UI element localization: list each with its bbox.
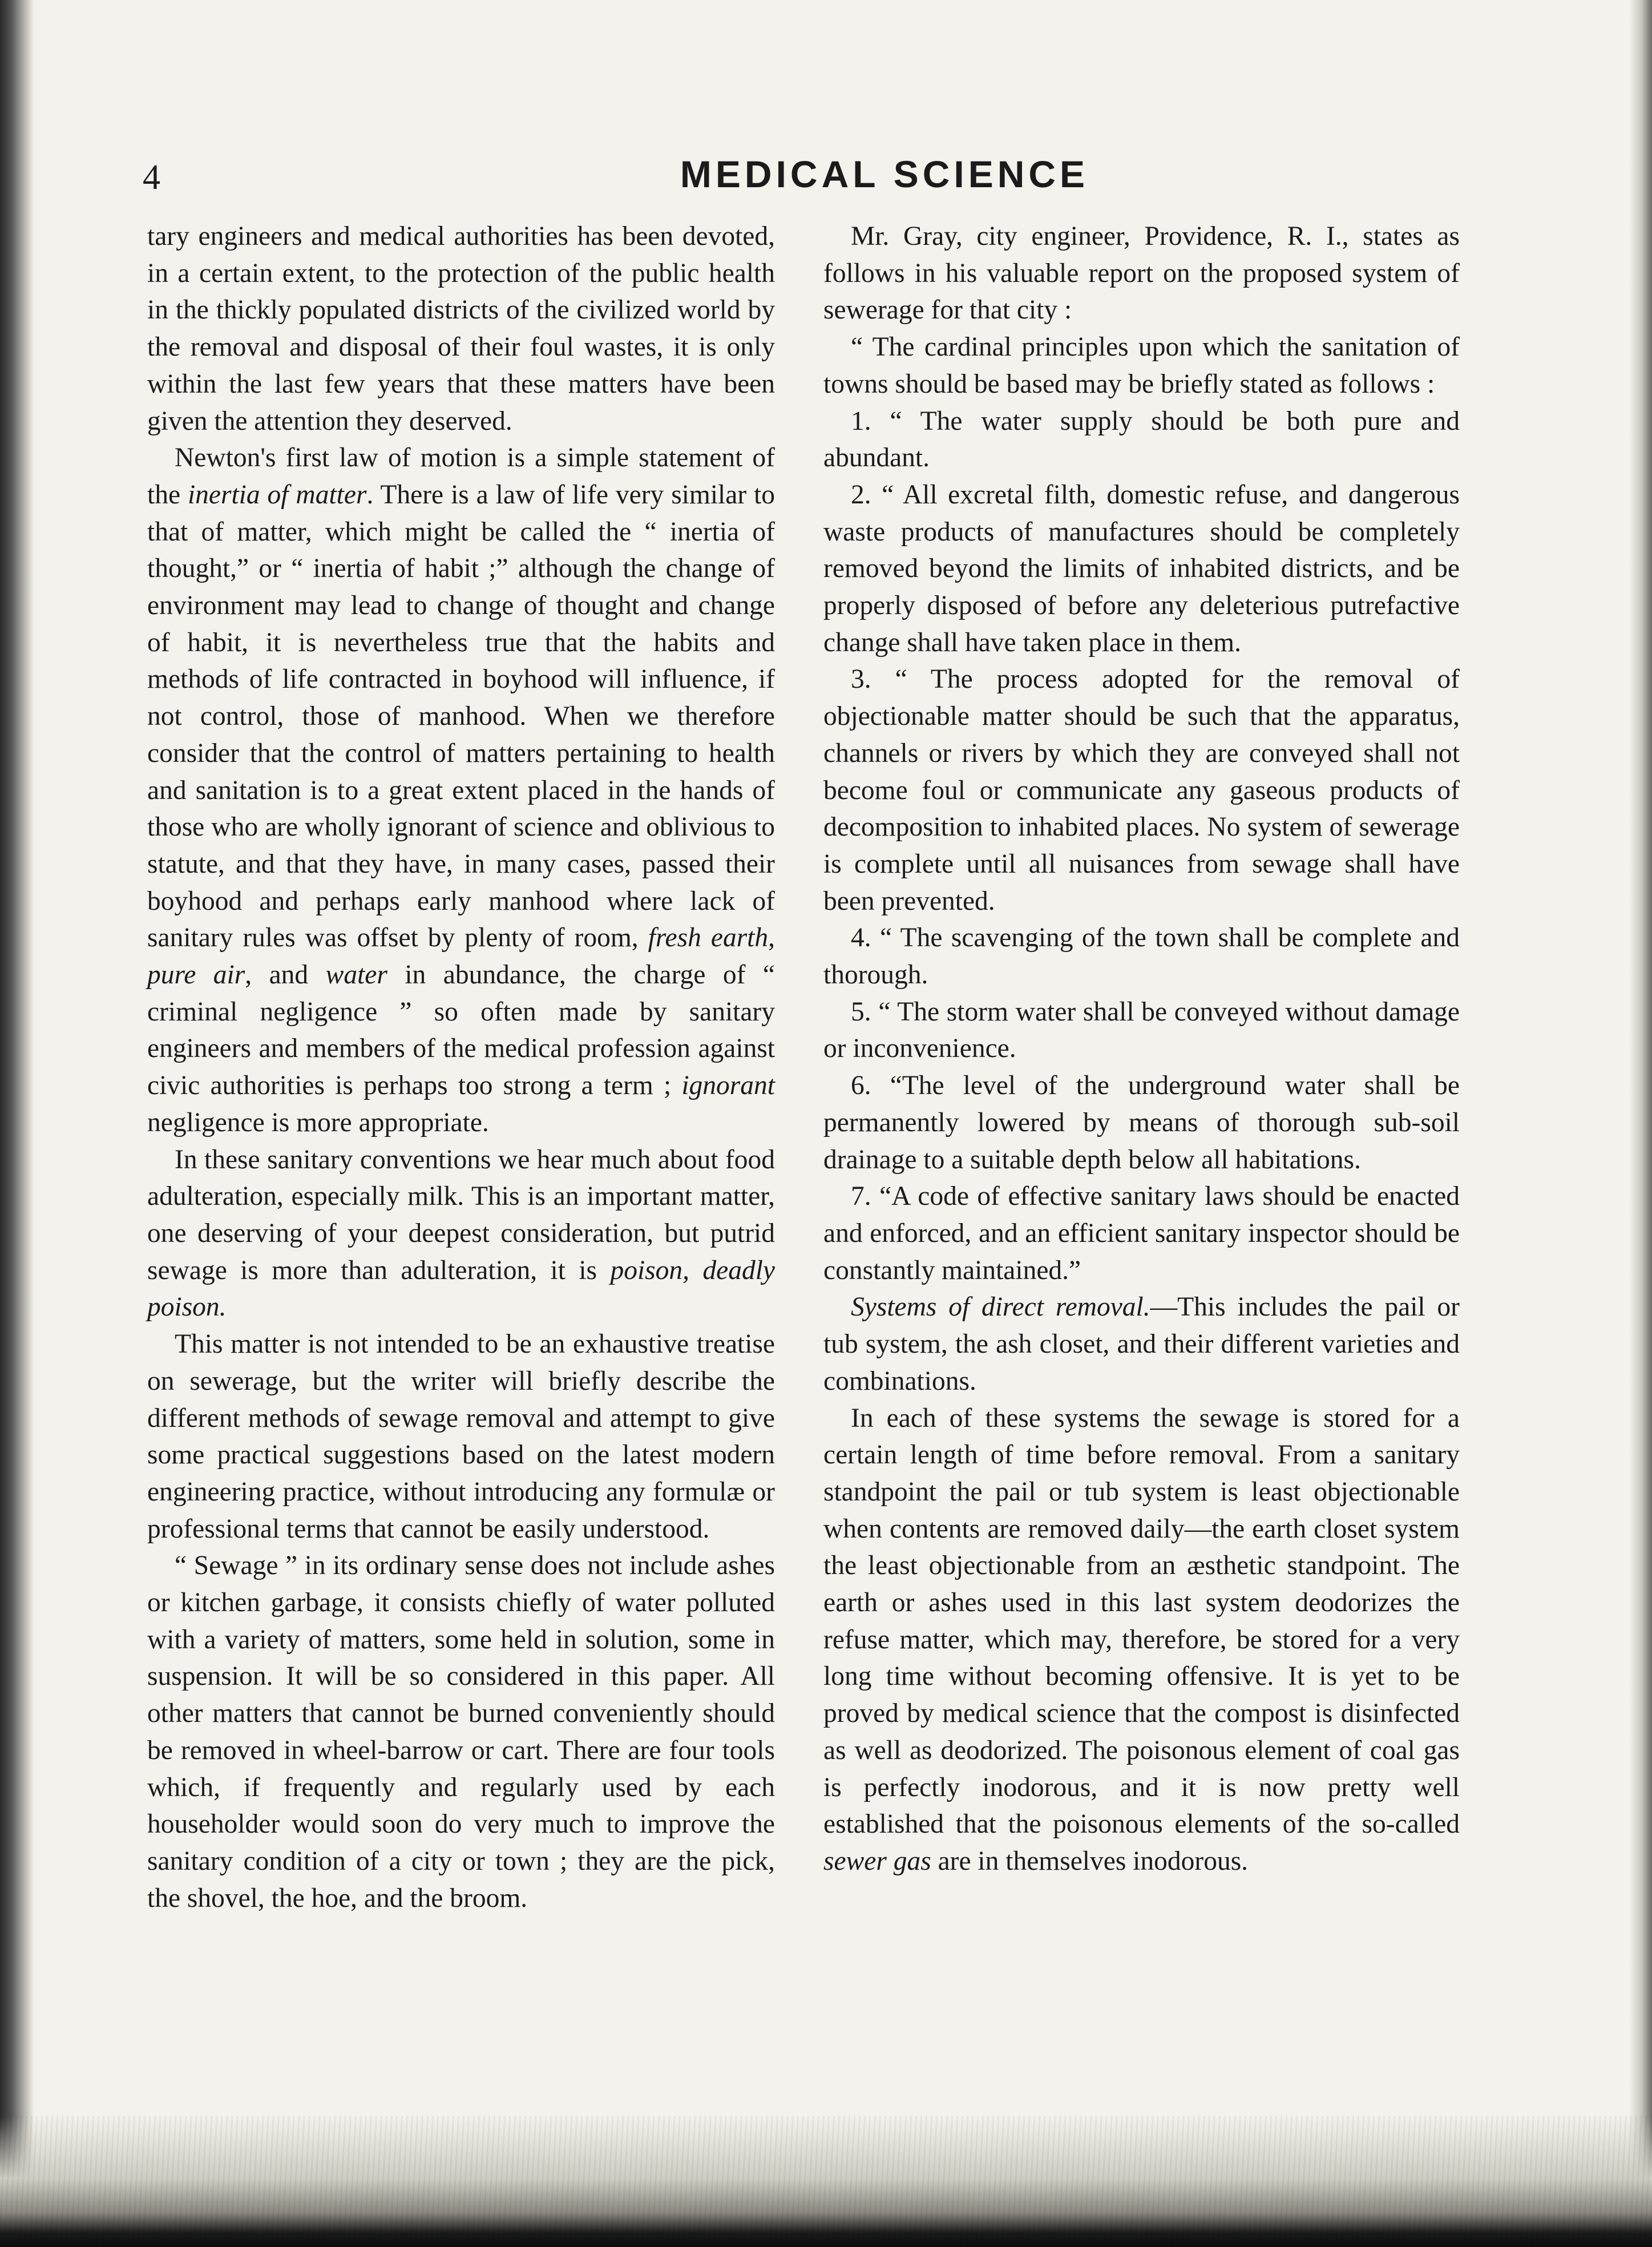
paragraph xyxy=(823,1289,1460,1399)
paragraph: “ The cardinal principles upon which the sanitation of towns should be based may be briefly stated as follows : xyxy=(823,332,1460,399)
journal-title: MEDICAL SCIENCE xyxy=(680,153,1089,195)
paragraph: Mr. Gray, city engineer, Providence, R. I., states as follows in his valuable report on the proposed system of sewerage for that city : xyxy=(823,221,1460,325)
paragraph xyxy=(147,1141,775,1326)
italic-run: water xyxy=(325,960,387,990)
paragraph: This matter is not intended to be an exhaustive treatise on sewerage, but the writer will briefly describe the different methods of sewage removal and attempt to give some practical suggestions based on the latest modern engineering practice, without introducing any formulæ or professional terms that cannot be easily understood. xyxy=(147,1329,775,1544)
list-item: 7. “A code of effective sanitary laws should be enacted and enforced, and an efficient sanitary inspector should be constantly maintained.” xyxy=(823,1181,1460,1285)
text-run: , xyxy=(768,923,775,953)
list-item: 1. “ The water supply should be both pure and abundant. xyxy=(823,406,1460,473)
scan-bottom-edge xyxy=(0,2116,1652,2247)
text-run: , and xyxy=(245,960,326,990)
list-item: 2. “ All excretal filth, domestic refuse, and dangerous waste products of manufactures should be completely removed beyond the limits of inhabited districts, and be properly disposed of before any deleterious putrefactive change shall have taken place in them. xyxy=(823,479,1460,657)
list-item: 4. “ The scavenging of the town shall be complete and thorough. xyxy=(823,923,1460,990)
list-item: 6. “The level of the underground water shall be permanently lowered by means of thorough sub-soil drainage to a suitable depth below all habitations. xyxy=(823,1071,1460,1175)
italic-run: fresh earth xyxy=(648,923,769,953)
text-run: . There is a law of life very similar to that of matter, which might be called the “ inertia of thought,” or “ inertia of habit ;” although the change of environment may lead to change of thought and change of habit, it is nevertheless true that the habits and methods of life contracted in boyhood will influence, if not control, those of manhood. When we therefore consider that the control of matters pertaining to health and sanitation is to a great extent placed in the hands of those who are wholly ignorant of science and oblivious to statute, and that they have, in many cases, passed their boyhood and perhaps early manhood where lack of sanitary rules was offset by plenty of room, xyxy=(147,479,775,953)
list-item: 5. “ The storm water shall be conveyed without damage or inconvenience. xyxy=(823,997,1460,1064)
text-run: in abundance, the charge of “ criminal negligence ” so often made by sanitary engineers and members of the medical profession against civic authorities is perhaps too strong a term ; xyxy=(147,960,775,1101)
list-item: 3. “ The process adopted for the removal of objectionable matter should be such that the apparatus, channels or rivers by which they are conveyed shall not become foul or communicate any gaseous products of decomposition to inhabited places. No system of sewerage is complete until all nuisances from sewage shall have been prevented. xyxy=(823,664,1460,916)
text-run: In each of these systems the sewage is stored for a certain length of time before removal. From a sanitary standpoint the pail or tub system is least objectionable when contents are removed daily—the earth closet system the least objectionable from an æsthetic standpoint. The earth or ashes used in this last system deodorizes the refuse matter, which may, therefore, be stored for a very long time without becoming offensive. It is yet to be proved by medical science that the compost is disinfected as well as deodorized. The poisonous element of coal gas is perfectly inodorous, and it is now pretty well established that the poisonous elements of the so-called xyxy=(823,1403,1460,1839)
text-run: In these sanitary conventions we hear much about food adulteration, especially milk. This is an important matter, one deserving of your deepest consideration, but putrid sewage is more than adulteration, it is xyxy=(147,1144,775,1285)
italic-run: poison, deadly poison. xyxy=(147,1255,775,1322)
paragraph xyxy=(823,1400,1460,1880)
italic-run: sewer gas xyxy=(823,1846,931,1876)
section-heading: Systems of direct removal. xyxy=(851,1292,1150,1322)
paragraph: “ Sewage ” in its ordinary sense does not include ashes or kitchen garbage, it consists chiefly of water polluted with a variety of matters, some held in solution, some in suspension. It will be so considered in this paper. All other matters that cannot be burned conveniently should be removed in wheel-barrow or cart. There are four tools which, if frequently and regularly used by each householder would soon do very much to improve the sanitary condition of a city or town ; they are the pick, the shovel, the hoe, and the broom. xyxy=(147,1551,775,1913)
scan-right-edge xyxy=(1629,0,1652,2247)
italic-run: ignorant xyxy=(681,1071,775,1101)
left-column xyxy=(147,218,775,1917)
paragraph xyxy=(147,439,775,1141)
italic-run: inertia of matter xyxy=(187,479,367,510)
text-run: are in themselves inodorous. xyxy=(931,1846,1249,1876)
scan-left-edge xyxy=(0,0,34,2247)
paragraph: tary engineers and medical authorities has been devoted, in a certain extent, to the protection of the public health in the thickly populated districts of the civilized world by the removal and disposal of their foul wastes, it is only within the last few years that these matters have been given the attention they deserved. xyxy=(147,221,775,436)
text-run: negligence is more appropriate. xyxy=(147,1107,489,1137)
right-column xyxy=(823,218,1460,1880)
text-run: —This includes the pail or tub system, the ash closet, and their different varieties and combinations. xyxy=(823,1292,1460,1396)
page-number: 4 xyxy=(143,158,160,197)
text-run: Newton's first law of motion is a simple statement of the xyxy=(147,443,775,510)
running-head xyxy=(143,151,1535,203)
italic-run: pure air xyxy=(147,960,245,990)
